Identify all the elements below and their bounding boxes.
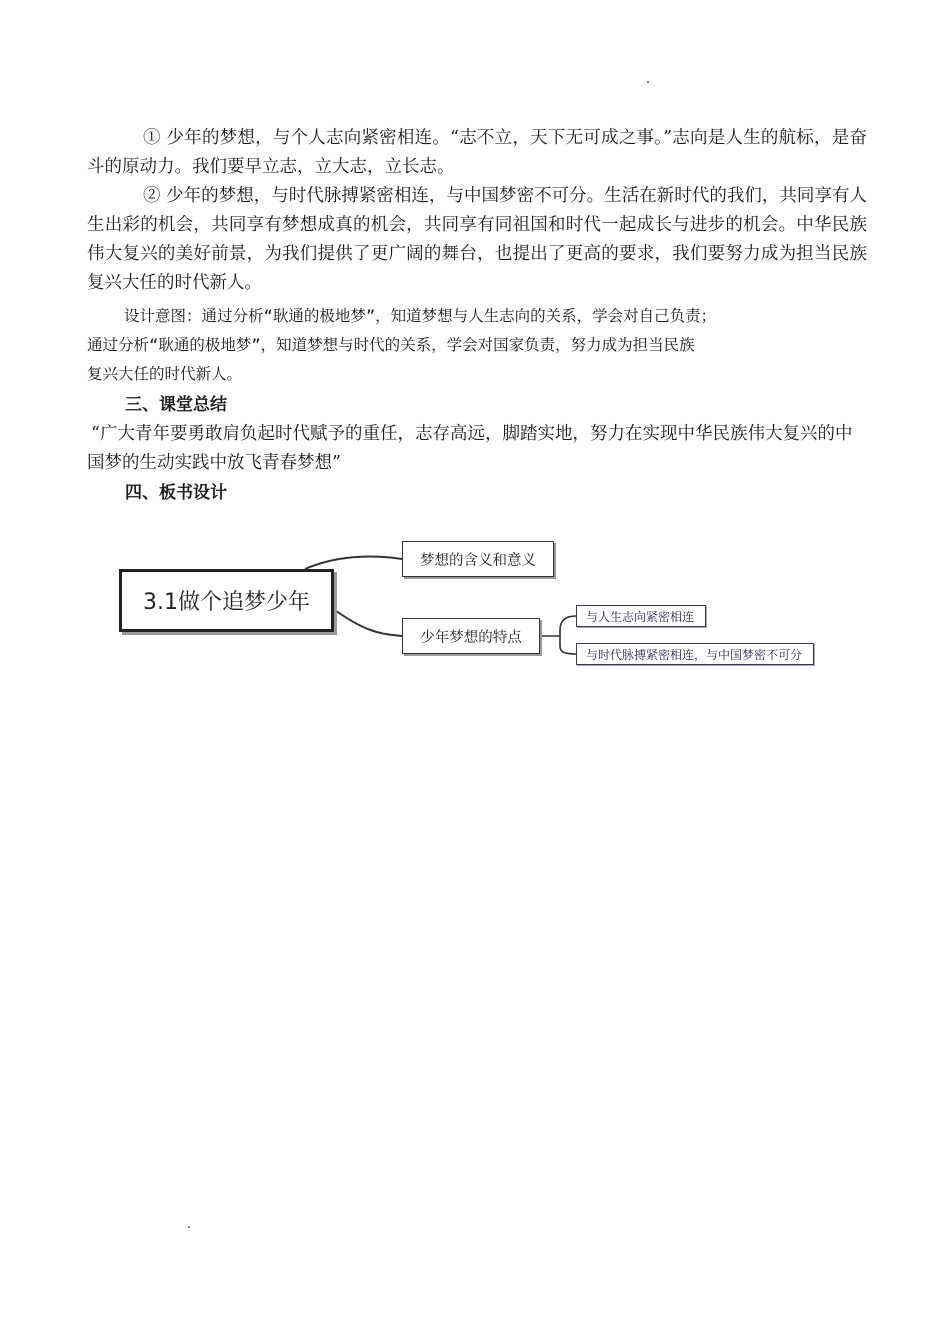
board-sub-ambition: 与人生志向紧密相连 [576,605,706,627]
design-intent-line-1: 设计意图：通过分析“耿通的极地梦”，知道梦想与人生志向的关系，学会对自己负责； [124,307,717,325]
board-main-topic: 3.1做个追梦少年 [119,569,334,632]
design-intent-line-2: 通过分析“耿通的极地梦”，知道梦想与时代的关系，学会对国家负责，努力成为担当民族 [87,336,695,354]
paragraph-point-2: ② 少年的梦想，与时代脉搏紧密相连，与中国梦密不可分。生活在新时代的我们，共同享有人生出彩的机会，共同享有梦想成真的机会，共同享有同祖国和时代一起成长与进步的机会。中华民族伟大复兴的美好前景，为我们提供了更广阔的舞台，也提出了更高的要求，我们要努力成为担当民族复兴大任的时代新人。 [87,186,867,293]
board-branch-features: 少年梦想的特点 [402,618,540,654]
paragraph-point-1: ① 少年的梦想，与个人志向紧密相连。“志不立，天下无可成之事。”志向是人生的航标，是奋斗的原动力。我们要早立志，立大志，立长志。 [87,128,867,177]
section-heading-summary: 三、课堂总结 [125,395,227,415]
page-mark-bottom [188,1226,190,1228]
section-heading-board: 四、板书设计 [125,483,227,503]
board-branch-meaning: 梦想的含义和意义 [402,541,554,577]
board-design-diagram [110,530,830,680]
summary-quote: “广大青年要勇敢肩负起时代赋予的重任，志存高远，脚踏实地，努力在实现中华民族伟大复兴的中国梦的生动实践中放飞青春梦想” [87,424,853,473]
page-mark-top [647,81,649,83]
board-sub-era: 与时代脉搏紧密相连，与中国梦密不可分 [576,643,814,665]
design-intent-line-3: 复兴大任的时代新人。 [87,365,243,383]
